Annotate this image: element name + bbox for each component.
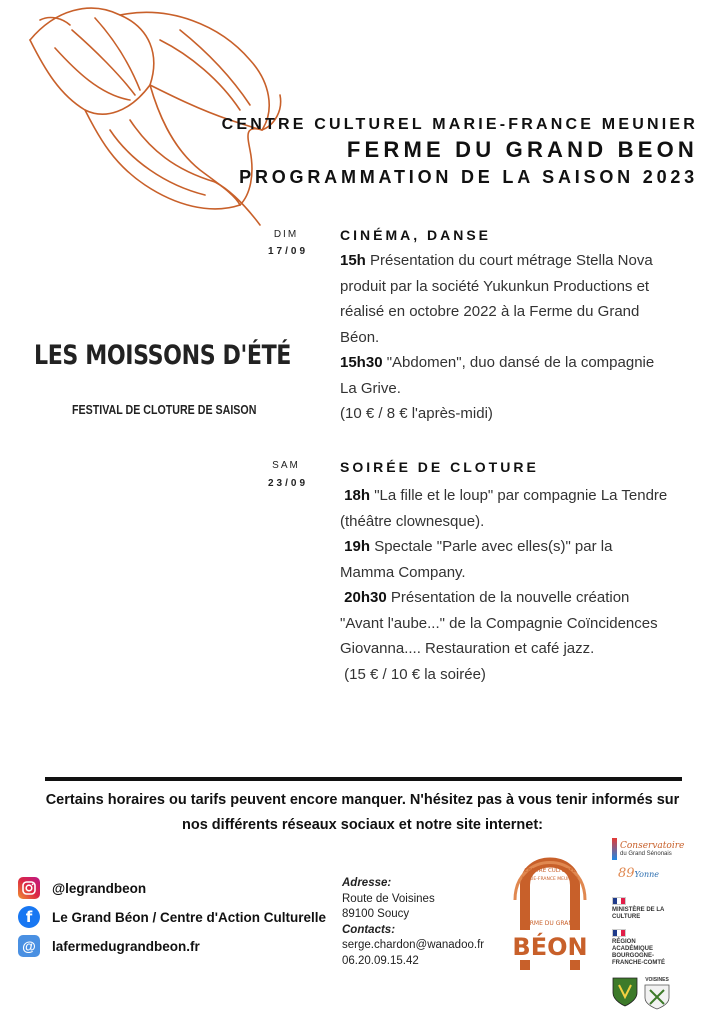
event-2-date: 23/09 xyxy=(267,478,309,489)
instagram-handle: @legrandbeon xyxy=(52,880,147,896)
facebook-link[interactable] xyxy=(18,905,326,929)
crest-icon xyxy=(644,984,670,1010)
at-icon: @ xyxy=(18,935,40,957)
event-1-date: 17/09 xyxy=(267,246,309,257)
conservatoire-logo: Conservatoire du Grand Sénonais xyxy=(612,838,692,860)
contacts-label: Contacts: xyxy=(342,923,396,936)
event-2-price: (15 € / 10 € la soirée) xyxy=(344,665,486,683)
contact-block xyxy=(342,876,484,969)
region-logo: RÉGION ACADÉMIQUE BOURGOGNE-FRANCHE-COMTÉ xyxy=(612,929,692,967)
instagram-icon xyxy=(18,877,40,899)
event-1-title: CINÉMA, DANSE xyxy=(340,227,492,243)
flag-icon xyxy=(612,929,626,937)
partner-logos xyxy=(612,838,692,1015)
event-1-body xyxy=(340,248,670,427)
event-1-item: 15h Présentation du court métrage Stella Nova produit par la société Yukunkun Productions et réalisé en octobre 2022 à la Ferme du Grand Béon. xyxy=(340,252,653,346)
logo-word: BÉON xyxy=(512,933,588,961)
facebook-name: Le Grand Béon / Centre d'Action Culturelle xyxy=(52,909,326,925)
voisines-crest: VOISINES xyxy=(644,977,670,1015)
conservatoire-icon xyxy=(612,838,617,860)
festival-subtitle: FESTIVAL DE CLOTURE DE SAISON xyxy=(72,402,257,417)
divider xyxy=(45,777,682,781)
address-label: Adresse: xyxy=(342,877,392,889)
address-line-2: 89100 Soucy xyxy=(342,908,410,920)
event-1-day: DIM xyxy=(273,229,299,240)
event-1-price: (10 € / 8 € l'après-midi) xyxy=(340,405,493,422)
event-1-item: 15h30 "Abdomen", duo dansé de la compagnie La Grive. xyxy=(340,354,655,397)
address-line-1: Route de Voisines xyxy=(342,892,435,905)
logo-arc-2: MARIE-FRANCE MEUNIER xyxy=(522,877,578,882)
contact-email[interactable]: serge.chardon@wanadoo.fr xyxy=(342,939,485,951)
notice-text: Certains horaires ou tarifs peuvent encore manquer. N'hésitez pas à vous tenir informés sur nos différents réseaux sociaux et notre site internet: xyxy=(45,792,680,833)
event-2-item: 19h Spectale "Parle avec elles(s)" par la Mamma Company. xyxy=(340,538,613,581)
instagram-link[interactable] xyxy=(18,876,146,900)
header-line-3: PROGRAMMATION DE LA SAISON 2023 xyxy=(239,167,698,187)
grand-beon-logo xyxy=(505,830,595,975)
event-2-item: 20h30 Présentation de la nouvelle création "Avant l'aube..." de la Compagnie Coïncidences Giovanna.... Restauration et café jazz. xyxy=(340,589,658,657)
header-line-1: CENTRE CULTUREL MARIE-FRANCE MEUNIER xyxy=(221,116,698,133)
ministere-logo: MINISTÈRE DE LA CULTURE xyxy=(612,897,692,921)
flag-icon xyxy=(612,897,626,905)
crests xyxy=(612,977,692,1015)
event-2-title: SOIRÉE DE CLOTURE xyxy=(340,459,539,475)
website-url: lafermedugrandbeon.fr xyxy=(52,938,200,954)
event-2-day: SAM xyxy=(272,460,300,471)
header-line-2: FERME DU GRAND BEON xyxy=(346,137,698,162)
yonne-logo: 89Yonne xyxy=(618,866,659,881)
shield-icon xyxy=(612,977,638,1007)
contact-phone: 06.20.09.15.42 xyxy=(342,954,419,967)
website-link[interactable] xyxy=(18,934,200,958)
event-2-body xyxy=(340,483,670,687)
facebook-icon: f xyxy=(18,906,40,928)
event-2-item: 18h "La fille et le loup" par compagnie La Tendre (théâtre clownesque). xyxy=(340,487,668,530)
festival-title: LES MOISSONS D'ÉTÉ xyxy=(34,340,292,371)
logo-arc-1: CENTRE CULTUREL xyxy=(524,868,576,874)
logo-arc-3: FERME DU GRAND xyxy=(522,920,578,927)
